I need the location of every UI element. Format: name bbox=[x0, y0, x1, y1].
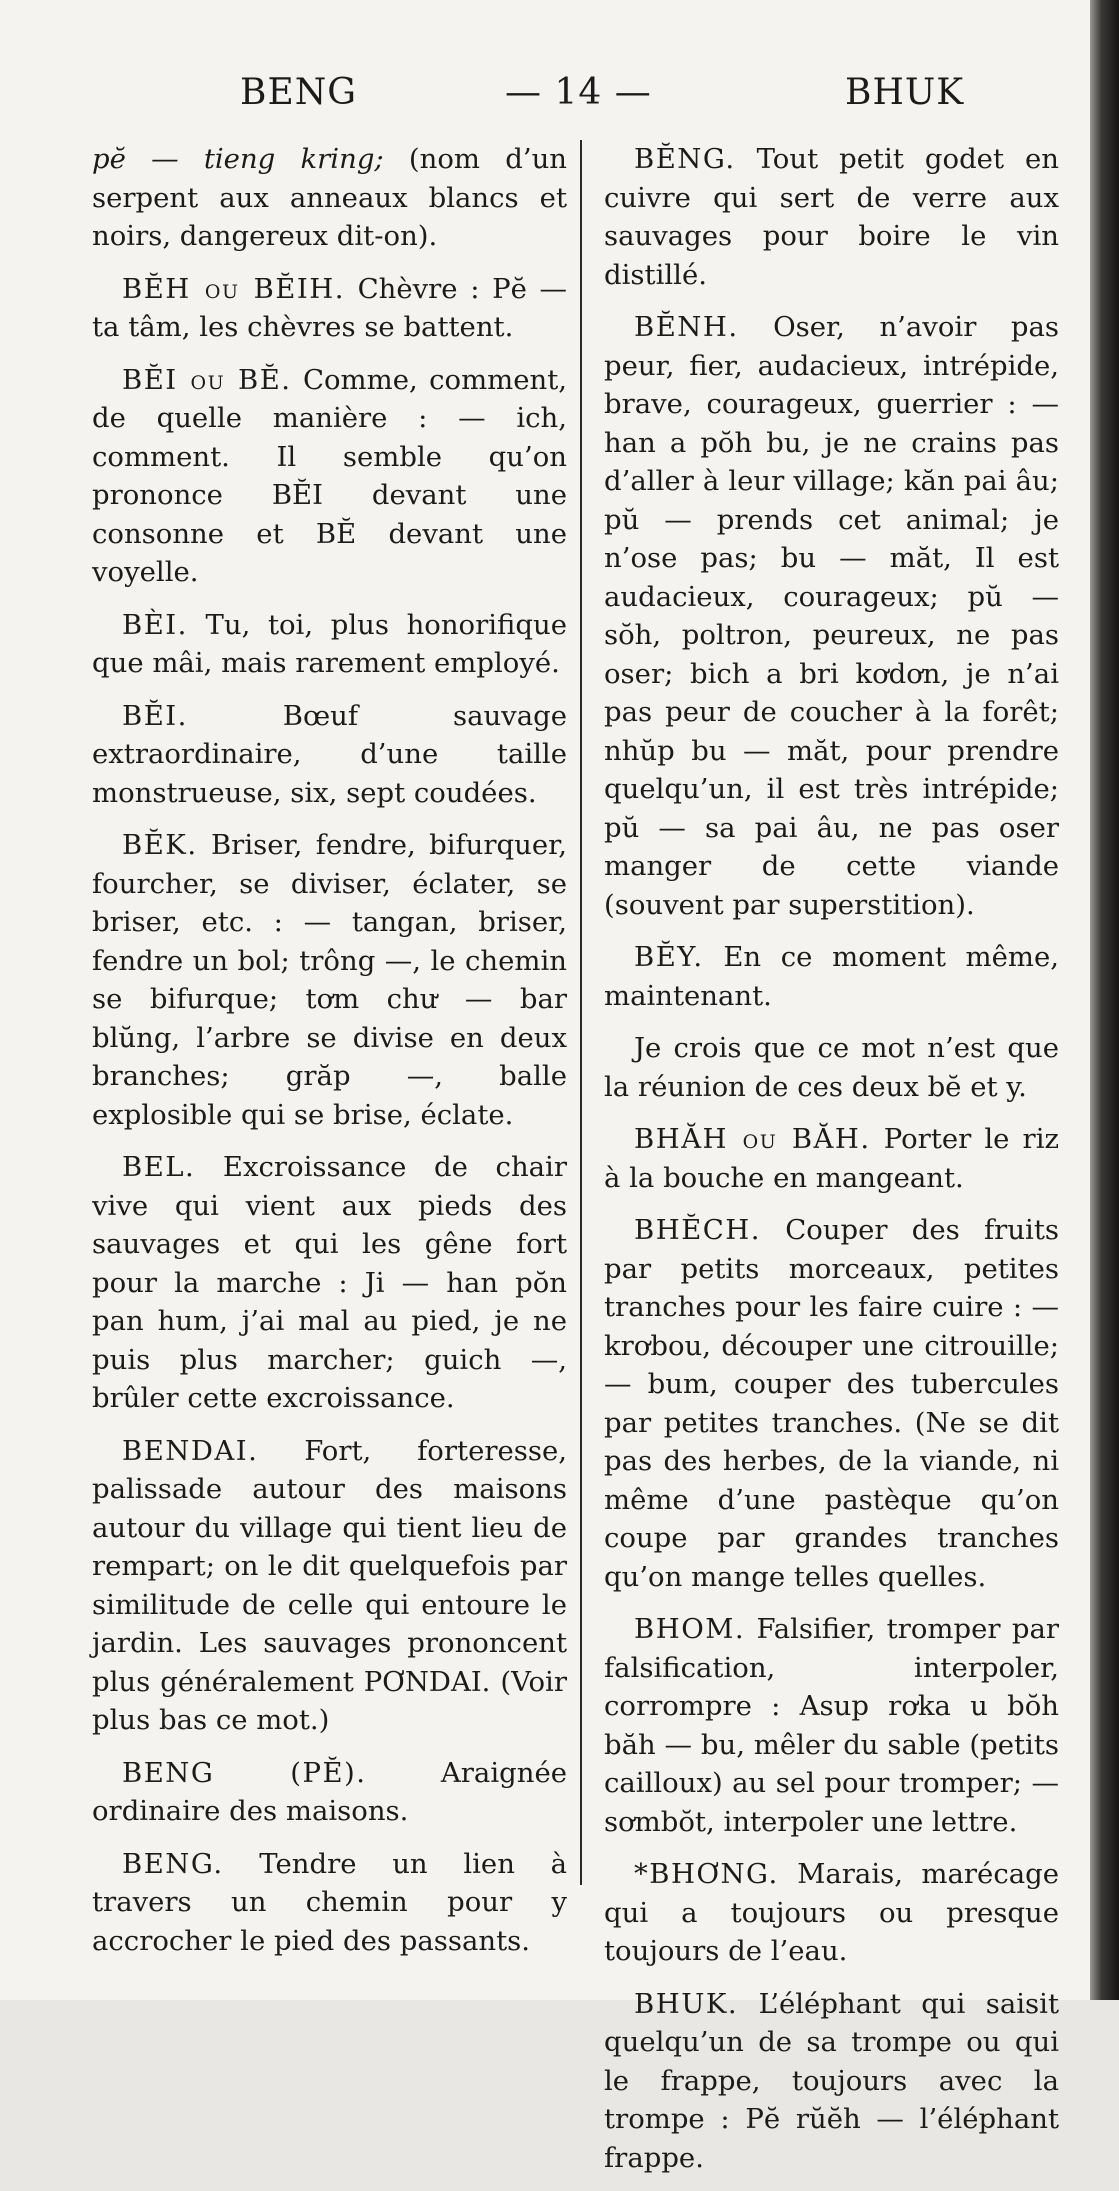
entry-definition: Tendre un lien à travers un chemin pour y accrocher le pied des passants. bbox=[92, 1847, 567, 1957]
dictionary-entry bbox=[92, 270, 567, 347]
entry-definition: L’éléphant qui saisit quelqu’un de sa trompe ou qui le frappe, toujours avec la trompe : Pĕ rŭĕh — l’éléphant frappe. bbox=[604, 1987, 1059, 2174]
entry-headword: BĔI. bbox=[122, 699, 188, 732]
entry-headword: BÈI. bbox=[122, 608, 188, 641]
right-column bbox=[604, 140, 1059, 2191]
dictionary-entry bbox=[92, 1845, 567, 1961]
entry-headword: BĔNG. bbox=[634, 143, 736, 175]
dictionary-entry bbox=[92, 1432, 567, 1740]
dictionary-entry bbox=[604, 1610, 1059, 1841]
entry-headword: BĔH ou BĔIH. bbox=[122, 272, 345, 305]
entry-definition: Briser, fendre, bifurquer, fourcher, se diviser, éclater, se briser, etc. : — tangan, briser, fendre un bol; trông —, le chemin se bifurque; tơm chư — bar blŭng, l’arbre se divise en deux branches; grăp —, balle explosible qui se brise, éclate. bbox=[92, 829, 567, 1131]
entry-definition: Couper des fruits par petits morceaux, petites tranches pour les faire cuire : — krơbou, découper une citrouille; — bum, couper des tubercules par petites tranches. (Ne se dit pas des herbes, de la viande, ni même d’une pastèque qu’on coupe par grandes tranches qu’on mange telles quelles. bbox=[604, 1214, 1059, 1593]
entry-headword: BHĔCH. bbox=[634, 1214, 762, 1246]
dictionary-entry bbox=[92, 826, 567, 1134]
dictionary-entry bbox=[92, 697, 567, 813]
header-left-guide-word: BENG bbox=[240, 72, 357, 113]
entry-definition: Falsifier, tromper par falsification, interpoler, corrompre : Asup rơka u bŏh băh — bu, mêler du sable (petits cailloux) au sel pour tromper; — sơmbŏt, interpoler une lettre. bbox=[604, 1613, 1059, 1838]
entry-definition: Araignée ordinaire des maisons. bbox=[92, 1756, 567, 1827]
page-number: — 14 — bbox=[505, 72, 652, 113]
page-header bbox=[0, 72, 1090, 132]
dictionary-entry bbox=[92, 606, 567, 683]
entry-headword: BĔY. bbox=[634, 941, 704, 973]
entry-headword: BENG. bbox=[122, 1847, 224, 1880]
entry-note bbox=[604, 1029, 1059, 1106]
dictionary-entry bbox=[604, 308, 1059, 924]
entry-headword: *BHƠNG. bbox=[634, 1858, 779, 1890]
entry-headword: BHUK. bbox=[634, 1987, 739, 2020]
entry-definition: Fort, forteresse, palissade autour des maisons autour du village qui tient lieu de rempart; on le dit quelquefois par similitude de celle qui entoure le jardin. Les sauvages prononcent plus généralement PƠNDAI. (Voir plus bas ce mot.) bbox=[92, 1434, 567, 1736]
dictionary-entry bbox=[604, 1211, 1059, 1596]
entry-definition: (nom d’un serpent aux anneaux blancs et noirs, dangereux dit-on). bbox=[92, 143, 567, 252]
left-column bbox=[92, 140, 567, 1974]
entry-headword: BHĂH ou BĂH. bbox=[634, 1123, 871, 1155]
entry-definition: Excroissance de chair vive qui vient aux pieds des sauvages et qui les gêne fort pour la marche : Ji — han pŏn pan hum, j’ai mal au pied, je ne puis plus marcher; guich —, brûler cette excroissance. bbox=[92, 1151, 567, 1414]
dictionary-entry bbox=[604, 1985, 1059, 2178]
dictionary-entry bbox=[92, 1754, 567, 1831]
entry-definition: Porter le riz à la bouche en mangeant. bbox=[604, 1123, 1059, 1194]
column-divider bbox=[580, 140, 582, 1885]
dictionary-entry bbox=[92, 140, 567, 256]
entry-definition: Chèvre : Pĕ — ta tâm, les chèvres se battent. bbox=[92, 272, 567, 343]
entry-definition: Oser, n’avoir pas peur, fier, audacieux, intrépide, brave, courageux, guerrier : — han a pŏh bu, je ne crains pas d’aller à leur village; kăn pai âu; pŭ — prends cet animal; je n’ose pas; bu — măt, Il est audacieux, courageux; pŭ — sŏh, poltron, peureux, ne pas oser; bich a bri kơdơn, je n’ai pas peur de coucher à la forêt; nhŭp bu — măt, pour prendre quelqu’un, il est très intrépide; pŭ — sa pai âu, ne pas oser manger de cette viande (souvent par superstition). bbox=[604, 311, 1059, 921]
entry-headword: BĔNH. bbox=[634, 311, 739, 343]
entry-definition: En ce moment même, maintenant. bbox=[604, 941, 1059, 1012]
entry-definition: Tout petit godet en cuivre qui sert de verre aux sauvages pour boire le vin distillé. bbox=[604, 143, 1059, 291]
entry-headword: BEL. bbox=[122, 1151, 196, 1183]
dictionary-entry bbox=[604, 938, 1059, 1015]
entry-headword: BENDAI. bbox=[122, 1434, 259, 1467]
dictionary-entry bbox=[92, 361, 567, 592]
entry-headword: BENG (PĔ). bbox=[122, 1756, 367, 1789]
entry-headword: BĔI ou BĔ. bbox=[122, 363, 292, 396]
entry-definition: Marais, marécage qui a toujours ou presque toujours de l’eau. bbox=[604, 1858, 1059, 1967]
entry-definition: Tu, toi, plus honorifique que mâi, mais rarement employé. bbox=[92, 608, 567, 679]
entry-definition: Bœuf sauvage extraordinaire, d’une taille monstrueuse, six, sept coudées. bbox=[92, 699, 567, 809]
entry-definition: Comme, comment, de quelle manière : — ich, comment. Il semble qu’on prononce BĔI devant une consonne et BĔ devant une voyelle. bbox=[92, 363, 568, 588]
note-text: Je crois que ce mot n’est que la réunion de ces deux bĕ et y. bbox=[604, 1032, 1059, 1103]
header-right-guide-word: BHUK bbox=[845, 72, 965, 113]
dictionary-entry bbox=[604, 140, 1059, 294]
entry-headword: BĔK. bbox=[122, 829, 198, 861]
dictionary-entry bbox=[92, 1148, 567, 1418]
dictionary-entry bbox=[604, 1120, 1059, 1197]
entry-headword: BHOM. bbox=[634, 1613, 746, 1645]
dictionary-entry bbox=[604, 1855, 1059, 1971]
example-text: pĕ — tieng kring; bbox=[92, 143, 384, 175]
page-binding-shadow bbox=[1090, 0, 1119, 2000]
